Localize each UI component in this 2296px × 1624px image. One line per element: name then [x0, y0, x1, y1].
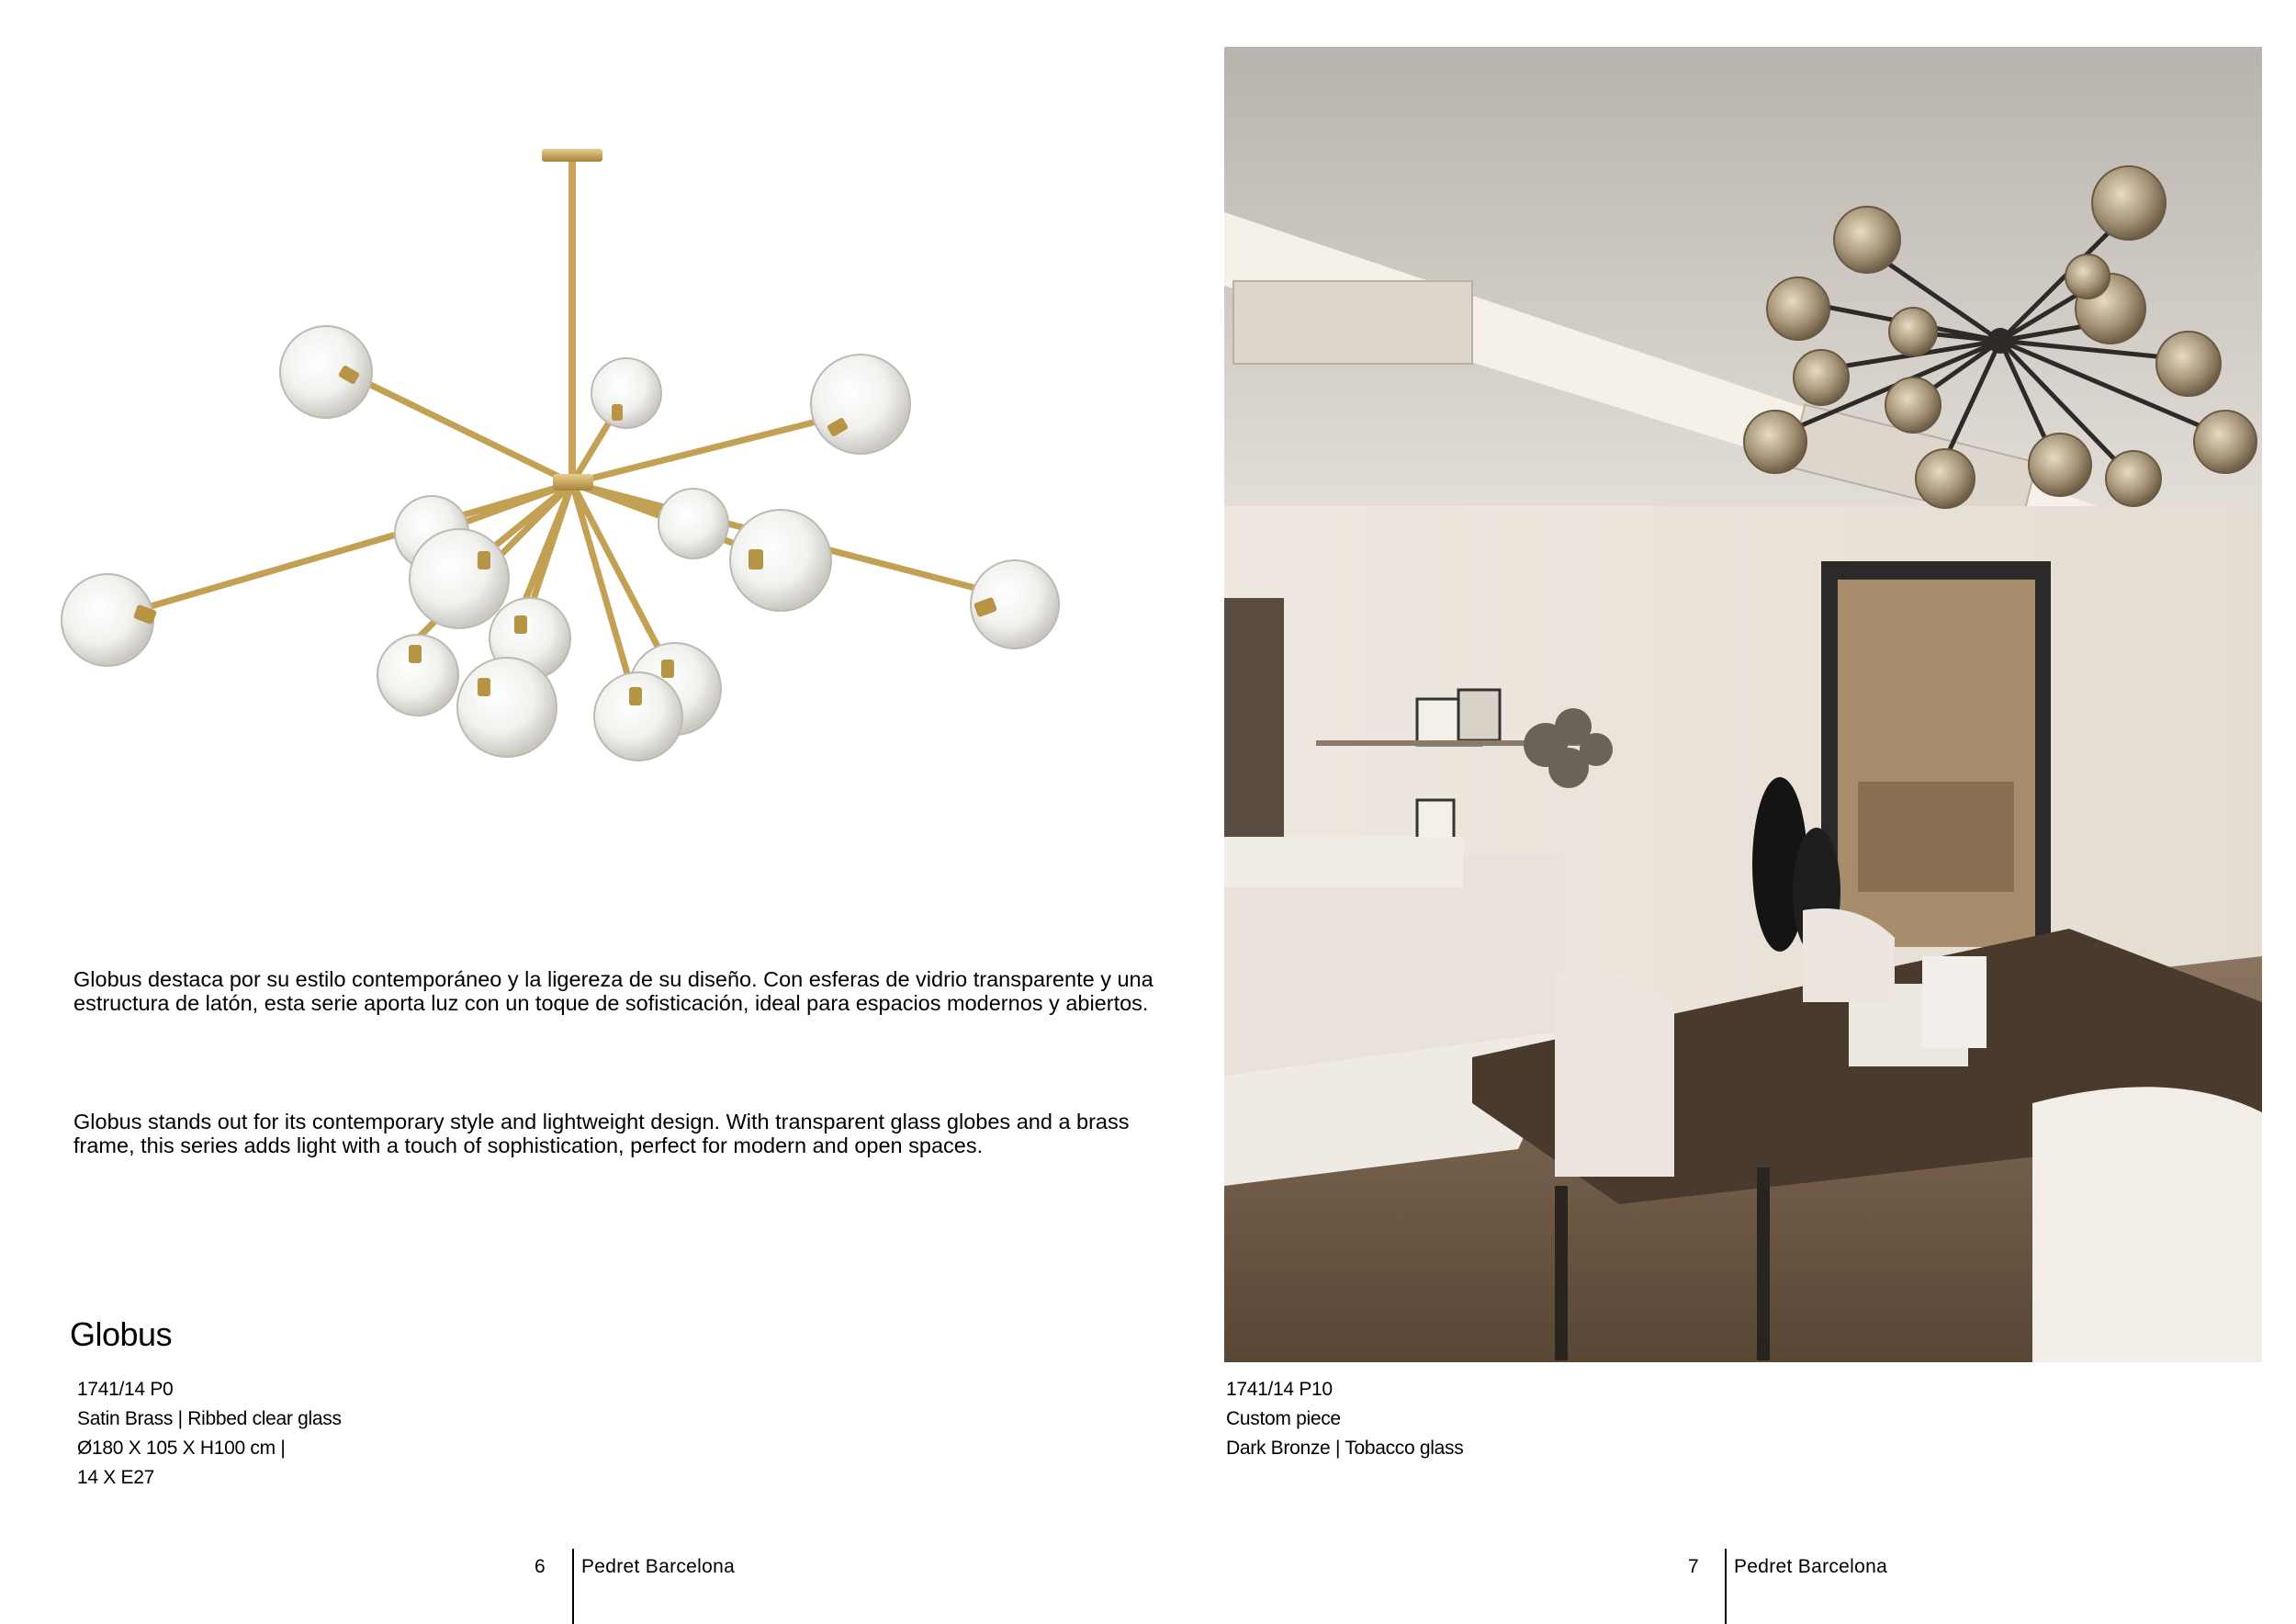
- globus-chandelier-photo: [51, 138, 1088, 781]
- footer-divider-right: [1725, 1549, 1727, 1624]
- description-spanish: Globus destaca por su estilo contemporáneo y la ligereza de su diseño. Con esferas de vidrio transparente y una estructura de latón, esta serie aporta luz con un toque de sofisticación, ideal para espacios modernos y abiertos.: [73, 967, 1154, 1015]
- page-number-right: 7: [1688, 1556, 1699, 1577]
- spec-bulbs: 14 X E27: [77, 1467, 154, 1488]
- footer-divider-left: [572, 1549, 574, 1624]
- spec-custom: Custom piece: [1226, 1408, 1341, 1429]
- spec-finish: Dark Bronze | Tobacco glass: [1226, 1438, 1464, 1459]
- footer-brand-right: Pedret Barcelona: [1734, 1556, 1888, 1577]
- spec-dimensions: Ø180 X 105 X H100 cm |: [77, 1438, 286, 1459]
- spec-reference: 1741/14 P0: [77, 1379, 174, 1400]
- product-spec-right: [1226, 1375, 1463, 1463]
- page-number-left: 6: [535, 1556, 546, 1577]
- product-name: Globus: [70, 1315, 173, 1353]
- spec-finish: Satin Brass | Ribbed clear glass: [77, 1408, 342, 1429]
- description-english: Globus stands out for its contemporary style and lightweight design. With transparent glass globes and a brass frame, this series adds light with a touch of sophistication, perfect for modern and open spaces.: [73, 1110, 1130, 1157]
- spec-reference: 1741/14 P10: [1226, 1379, 1333, 1400]
- dining-room-photo: [1224, 47, 2262, 1362]
- product-spec-left: [77, 1375, 342, 1493]
- footer-brand-left: Pedret Barcelona: [581, 1556, 736, 1577]
